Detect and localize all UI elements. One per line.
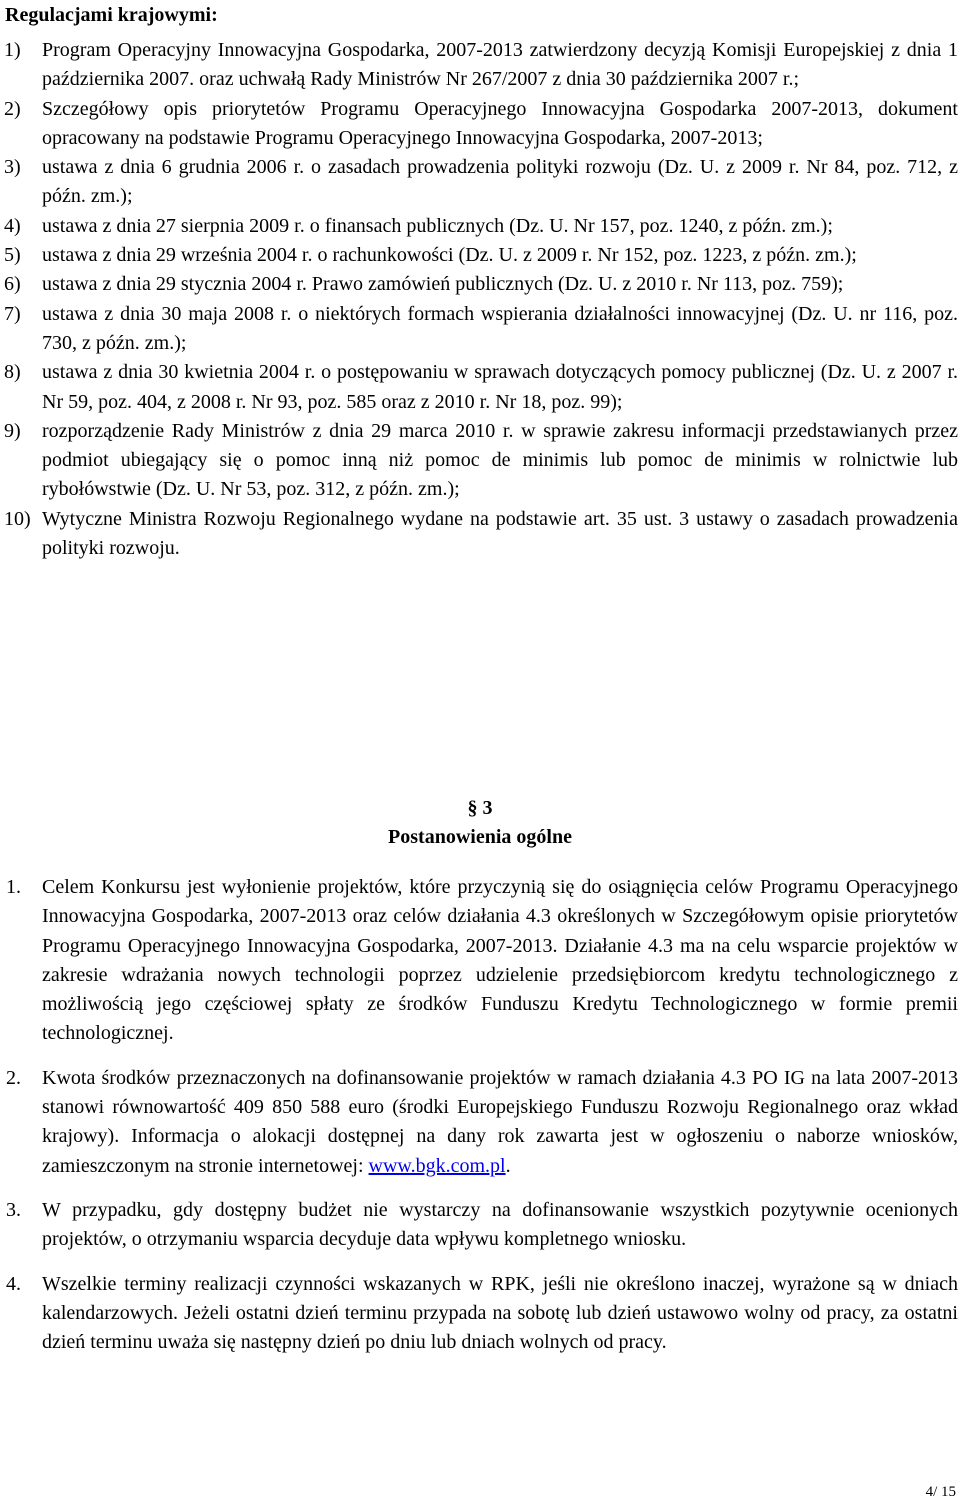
list-item-text: Celem Konkursu jest wyłonienie projektów, które przyczynią się do osiągnięcia celów Programu Operacyjnego Innowacyjna Gospodarka, 2007-2013 oraz celów działania 4.3 określonych w Szczegółowym opisie priorytetów Programu Operacyjnego Innowacyjna Gospodarka, 2007-2013. Działanie 4.3 ma na celu wsparcie projektów w zakresie wdrażania nowych technologii poprzez udzielenie przedsiębiorcom kredytu technologicznego z możliwością jego częściowej spłaty ze środków Funduszu Kredytu Technologicznego w formie premii technologicznej. <box>42 876 958 1045</box>
list-item <box>0 300 958 359</box>
list-item-number: 8) <box>4 361 21 384</box>
list-item-number: 5) <box>4 244 21 267</box>
list-item-text: Wytyczne Ministra Rozwoju Regionalnego wydane na podstawie art. 35 ust. 3 ustawy o zasadach prowadzenia polityki rozwoju. <box>42 507 958 560</box>
national-regulations-heading: Regulacjami krajowymi: <box>5 4 218 26</box>
list-item-text: ustawa z dnia 6 grudnia 2006 r. o zasadach prowadzenia polityki rozwoju (Dz. U. z 2009 r. Nr 84, poz. 712, z późn. zm.); <box>42 156 958 208</box>
list-item-text: Szczegółowy opis priorytetów Programu Operacyjnego Innowacyjna Gospodarka 2007-2013, dokument opracowany na podstawie Programu Operacyjnego Innowacyjna Gospodarka, 2007-2013; <box>42 97 958 149</box>
list-item <box>0 1196 958 1255</box>
list-item-number: 6) <box>4 273 21 296</box>
bgk-website-link[interactable]: www.bgk.com.pl <box>368 1154 506 1177</box>
list-item-number: 1. <box>6 876 21 898</box>
list-item-number: 1) <box>4 39 21 61</box>
list-item-number: 7) <box>4 302 21 325</box>
list-item-text: Program Operacyjny Innowacyjna Gospodarka, 2007-2013 zatwierdzony decyzją Komisji Europejskiej z dnia 1 października 2007. oraz uchwałą Rady Ministrów Nr 267/2007 z dnia 30 października 2007 r.; <box>42 39 958 91</box>
list-item <box>0 153 958 212</box>
list-item-number: 2. <box>6 1066 21 1089</box>
list-item-text: W przypadku, gdy dostępny budżet nie wystarczy na dofinansowanie wszystkich pozytywnie ocenionych projektów, o otrzymaniu wsparcia decyduje data wpływu kompletnego wniosku. <box>42 1198 958 1251</box>
list-item <box>0 36 958 95</box>
list-item <box>0 873 958 1049</box>
list-item-number: 10) <box>4 507 31 530</box>
list-item <box>0 417 958 505</box>
regulations-list <box>0 36 958 563</box>
list-item-text: rozporządzenie Rady Ministrów z dnia 29 marca 2010 r. w sprawie zakresu informacji przedstawianych przez podmiot ubiegający się o pomoc inną niż pomoc de minimis lub pomoc de minimis w rolnictwie lub rybołówstwie (Dz. U. Nr 53, poz. 312, z późn. zm.); <box>42 419 958 501</box>
list-item-number: 2) <box>4 97 21 120</box>
list-item-text: ustawa z dnia 30 kwietnia 2004 r. o postępowaniu w sprawach dotyczących pomocy publicznej (Dz. U. z 2007 r. Nr 59, poz. 404, z 2008 r. Nr 93, poz. 585 oraz z 2010 r. Nr 18, poz. 99); <box>42 361 958 413</box>
list-item <box>0 241 958 270</box>
list-item <box>0 1270 958 1358</box>
list-item-text: ustawa z dnia 29 września 2004 r. o rachunkowości (Dz. U. z 2009 r. Nr 152, poz. 1223, z późn. zm.); <box>42 244 857 267</box>
list-item-text-end: . <box>505 1154 511 1177</box>
list-item-text: ustawa z dnia 29 stycznia 2004 r. Prawo zamówień publicznych (Dz. U. z 2010 r. Nr 113, poz. 759); <box>42 273 844 296</box>
list-item <box>0 358 958 417</box>
list-item-number: 4) <box>4 214 21 237</box>
list-item-number: 9) <box>4 419 21 442</box>
list-item-number: 4. <box>6 1272 21 1295</box>
list-item <box>0 1064 958 1181</box>
list-item <box>0 505 958 564</box>
list-item-text: ustawa z dnia 27 sierpnia 2009 r. o finansach publicznych (Dz. U. Nr 157, poz. 1240, z późn. zm.); <box>42 214 833 237</box>
list-item-number: 3. <box>6 1198 21 1221</box>
page-number: 4/ 15 <box>925 1484 956 1500</box>
list-item-text: Kwota środków przeznaczonych na dofinansowanie projektów w ramach działania 4.3 PO IG na lata 2007-2013 stanowi równowartość 409 850 588 euro (środki Europejskiego Funduszu Rozwoju Regionalnego oraz wkład krajowy). Informacja o alokacji dostępnej na dany rok zawarta jest w ogłoszeniu o naborze wniosków, zamieszczonym na stronie internetowej: <box>42 1066 958 1177</box>
section-number: § 3 <box>467 797 493 819</box>
list-item-text: ustawa z dnia 30 maja 2008 r. o niektórych formach wspierania działalności innowacyjnej (Dz. U. nr 116, poz. 730, z późn. zm.); <box>42 302 958 354</box>
provisions-list <box>0 873 958 1372</box>
list-item <box>0 212 958 241</box>
list-item-number: 3) <box>4 156 21 179</box>
section-title: Postanowienia ogólne <box>388 826 572 848</box>
list-item-text: Wszelkie terminy realizacji czynności wskazanych w RPK, jeśli nie określono inaczej, wyrażone są w dniach kalendarzowych. Jeżeli ostatni dzień terminu przypada na sobotę lub dzień ustawowo wolny od pracy, za ostatni dzień terminu uważa się następny dzień po dniu lub dniach wolnych od pracy. <box>42 1272 958 1354</box>
list-item <box>0 95 958 154</box>
list-item <box>0 270 958 299</box>
